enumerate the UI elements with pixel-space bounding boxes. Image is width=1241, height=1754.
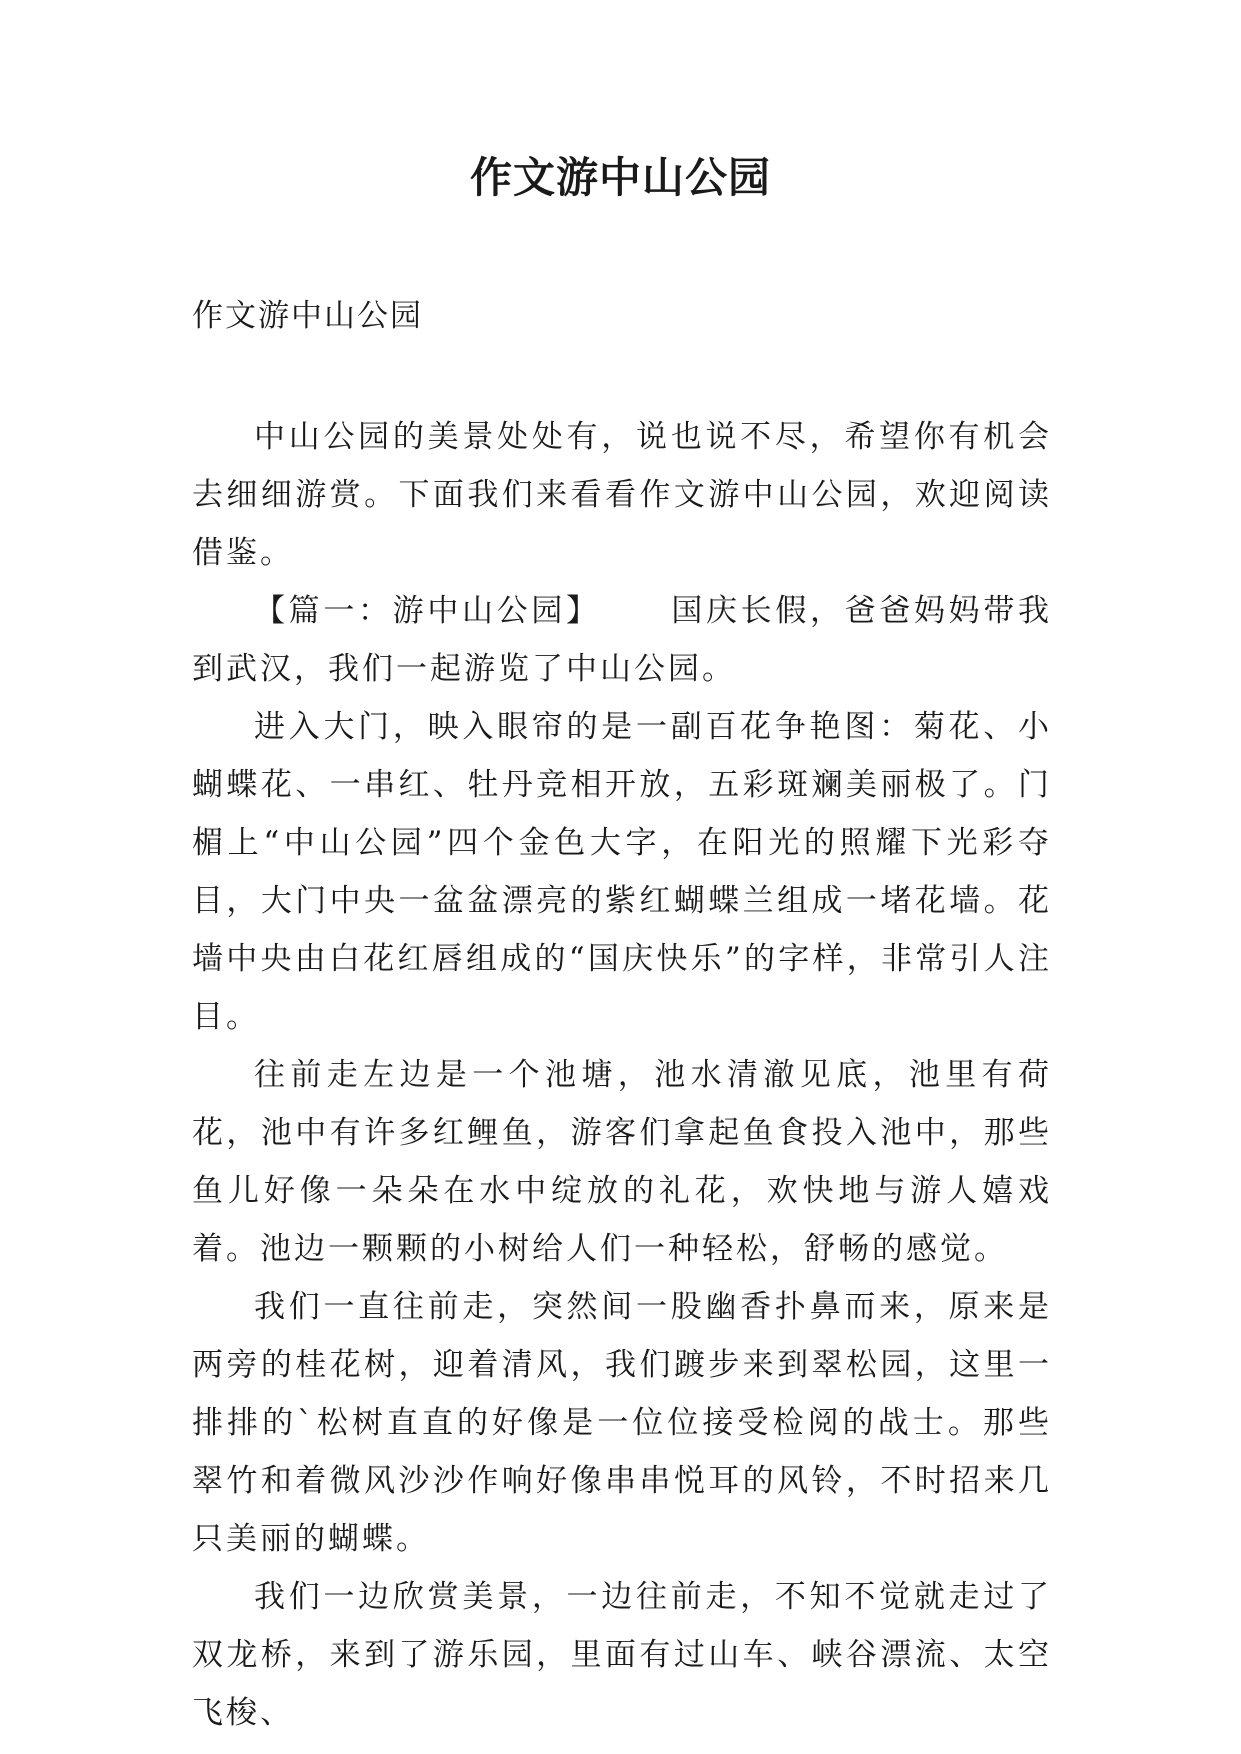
paragraph-intro: 中山公园的美景处处有，说也说不尽，希望你有机会去细细游赏。下面我们来看看作文游中山公园，欢迎阅读借鉴。	[192, 419, 1052, 571]
paragraph-amusement-park: 我们一边欣赏美景，一边往前走，不知不觉就走过了双龙桥，来到了游乐园，里面有过山车、峡谷漂流、太空飞梭、	[192, 1579, 1052, 1731]
document-title: 作文游中山公园	[469, 153, 771, 202]
paragraph-section-one-text: 国庆长假，爸爸妈妈带我到武汉，我们一起游览了中山公园。	[192, 593, 1053, 687]
paragraph-section-one	[192, 582, 1052, 698]
document-body	[192, 408, 1052, 1742]
section-heading: 【篇一：游中山公园】	[254, 593, 601, 629]
paragraph-entrance: 进入大门，映入眼帘的是一副百花争艳图：菊花、小蝴蝶花、一串红、牡丹竞相开放，五彩斑斓美丽极了。门楣上“中山公园”四个金色大字，在阳光的照耀下光彩夺目，大门中央一盆盆漂亮的紫红蝴蝶兰组成一堵花墙。花墙中央由白花红唇组成的“国庆快乐”的字样，非常引人注目。	[192, 709, 1052, 1035]
paragraph-pond: 往前走左边是一个池塘，池水清澈见底，池里有荷花，池中有许多红鲤鱼，游客们拿起鱼食投入池中，那些鱼儿好像一朵朵在水中绽放的礼花，欢快地与游人嬉戏着。池边一颗颗的小树给人们一种轻松，舒畅的感觉。	[192, 1057, 1052, 1267]
paragraph-pine-garden: 我们一直往前走，突然间一股幽香扑鼻而来，原来是两旁的桂花树，迎着清风，我们踱步来到翠松园，这里一排排的`松树直直的好像是一位位接受检阅的战士。那些翠竹和着微风沙沙作响好像串串悦耳的风铃，不时招来几只美丽的蝴蝶。	[192, 1289, 1052, 1557]
document-subtitle: 作文游中山公园	[192, 298, 423, 334]
